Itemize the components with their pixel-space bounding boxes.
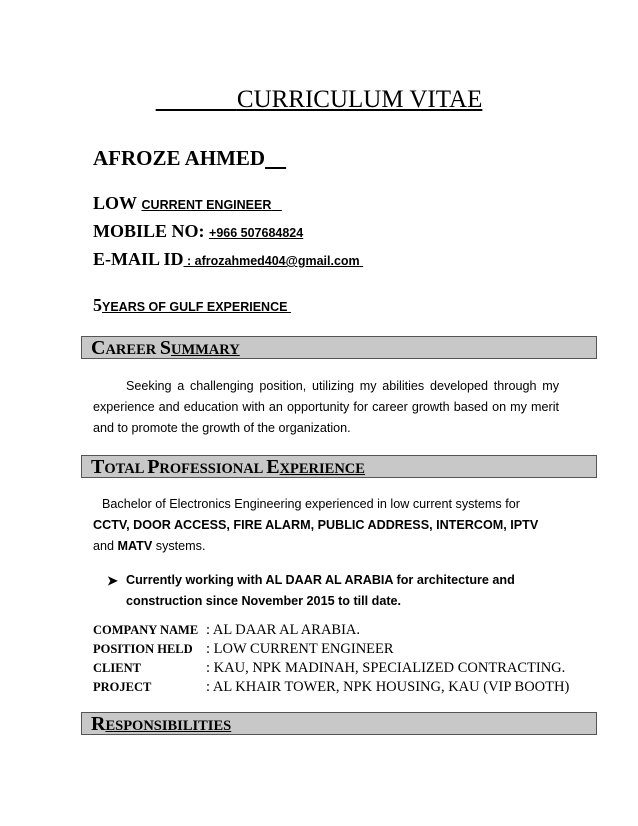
heading-rest: XPERIENCE bbox=[279, 461, 365, 477]
responsibilities-heading bbox=[81, 712, 597, 735]
mobile-line bbox=[93, 221, 303, 242]
heading-rest: OTAL bbox=[104, 461, 148, 477]
experience-tail: systems. bbox=[155, 539, 206, 553]
detail-row-project bbox=[93, 678, 570, 698]
heading-cap: T bbox=[91, 456, 105, 478]
role-value: CURRENT ENGINEER bbox=[141, 198, 272, 212]
title-text: CURRICULUM VITAE bbox=[236, 86, 483, 113]
experience-bold-1: CCTV, bbox=[93, 518, 130, 532]
role-line bbox=[93, 193, 282, 214]
detail-value: : KAU, NPK MADINAH, SPECIALIZED CONTRACTING. bbox=[206, 660, 566, 676]
mobile-value: +966 507684824 bbox=[209, 226, 304, 240]
bullet-line-1: Currently working with AL DAAR AL ARABIA for architecture and bbox=[126, 573, 515, 587]
experience-intro: Bachelor of Electronics Engineering experienced in low current systems for bbox=[102, 497, 520, 511]
experience-lead: 5 bbox=[93, 295, 102, 315]
heading-rest: ROFESSIONAL bbox=[159, 461, 267, 477]
heading-rest: AREER bbox=[105, 342, 160, 358]
experience-and: and bbox=[93, 539, 115, 553]
mobile-lead: MOBILE NO: bbox=[93, 221, 205, 241]
heading-cap: P bbox=[147, 456, 160, 478]
detail-key: POSITION HELD bbox=[93, 642, 193, 656]
detail-row-position bbox=[93, 640, 563, 660]
heading-cap: C bbox=[91, 337, 106, 359]
experience-value: YEARS OF GULF EXPERIENCE bbox=[102, 300, 288, 314]
heading-cap: S bbox=[159, 337, 171, 359]
role-lead: LOW bbox=[93, 193, 138, 213]
bullet-line-2: construction since November 2015 to till date. bbox=[126, 594, 402, 608]
candidate-name bbox=[93, 146, 286, 171]
detail-row-company bbox=[93, 621, 563, 641]
detail-key: PROJECT bbox=[93, 680, 152, 694]
detail-key: CLIENT bbox=[93, 661, 141, 675]
arrow-bullet-icon: ➤ bbox=[107, 573, 118, 588]
detail-value: : AL DAAR AL ARABIA. bbox=[206, 622, 361, 638]
heading-cap: R bbox=[91, 713, 106, 735]
detail-value: : AL KHAIR TOWER, NPK HOUSING, KAU (VIP BOOTH) bbox=[206, 679, 570, 695]
detail-key: COMPANY NAME bbox=[93, 623, 199, 637]
heading-rest: ESPONSIBILITIES bbox=[105, 718, 232, 734]
detail-row-client bbox=[93, 659, 566, 679]
title-underline-spacer bbox=[156, 86, 237, 113]
email-value: : afrozahmed404@gmail.com bbox=[183, 254, 360, 268]
candidate-name-text: AFROZE AHMED bbox=[93, 146, 266, 170]
email-line bbox=[93, 249, 363, 270]
current-job-bullet bbox=[107, 570, 567, 614]
experience-summary bbox=[93, 494, 559, 557]
experience-bold-3: MATV bbox=[117, 539, 153, 553]
email-lead: E-MAIL ID bbox=[93, 249, 184, 269]
heading-cap: E bbox=[266, 456, 280, 478]
document-title bbox=[0, 86, 638, 114]
heading-rest: UMMARY bbox=[170, 342, 240, 358]
career-summary-heading bbox=[81, 336, 597, 359]
experience-bold-2: DOOR ACCESS, FIRE ALARM, PUBLIC ADDRESS, INTERCOM, IPTV bbox=[133, 518, 539, 532]
total-experience-heading bbox=[81, 455, 597, 478]
experience-line bbox=[93, 295, 291, 316]
detail-value: : LOW CURRENT ENGINEER bbox=[206, 641, 394, 657]
career-summary-text: Seeking a challenging position, utilizing my abilities developed through my experience and education with an opportunity for career growth based on my merit and to promote the growth of the organization. bbox=[93, 379, 559, 435]
